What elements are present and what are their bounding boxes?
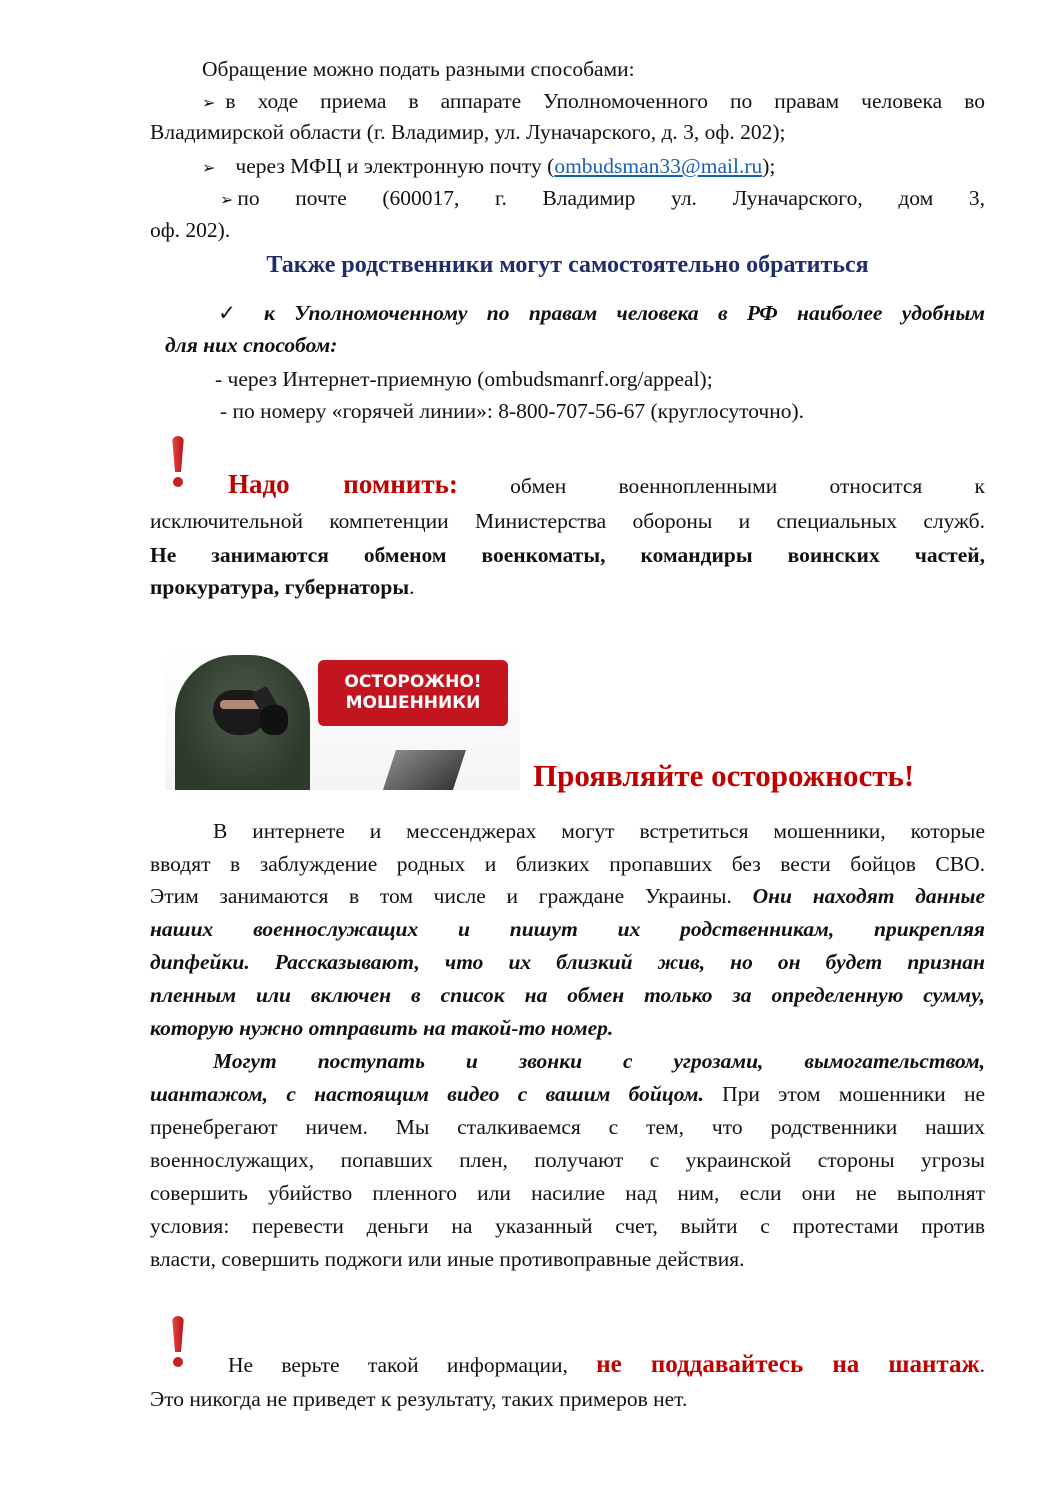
exclamation-icon [168, 1316, 188, 1370]
caution-p2-l7: власти, совершить поджоги или иные противоправные действия. [150, 1247, 745, 1271]
laptop-icon [378, 750, 466, 790]
caution-p1-l7: которую нужно отправить на такой-то номер. [150, 1016, 614, 1040]
checkmark-icon: ✓ [218, 301, 250, 325]
warning-line-2: Это никогда не приведет к результату, таких примеров нет. [150, 1387, 688, 1411]
caution-title: Проявляйте осторожность! [533, 758, 915, 793]
contact-option-internet: - через Интернет-приемную (ombudsmanrf.org/appeal); [215, 367, 713, 391]
contact-option-hotline: - по номеру «горячей линии»: 8-800-707-56-67 (круглосуточно). [220, 399, 805, 423]
method-item-1-cont: Владимирской области (г. Владимир, ул. Луначарского, д. 3, оф. 202); [150, 120, 786, 144]
methods-intro: Обращение можно подать разными способами: [202, 57, 635, 81]
warning-line-1: Не верьте такой информации, не поддавайтесь на шантаж. [228, 1351, 986, 1378]
caution-p2-l3: пренебрегают ничем. Мы сталкиваемся с тем, что родственники наших [150, 1115, 985, 1139]
remember-line-3: Не занимаются обменом военкоматы, командиры воинских частей, [150, 543, 985, 567]
arrow-bullet-icon: ➢ [202, 95, 216, 112]
caution-p2-l5: совершить убийство пленного или насилие над ним, если они не выполнят [150, 1181, 985, 1205]
caution-p1-l2: вводят в заблуждение родных и близких пропавших без вести бойцов СВО. [150, 852, 985, 876]
caution-p2-l6: условия: перевести деньги на указанный счет, выйти с протестами против [150, 1214, 985, 1238]
caution-p2-l4: военнослужащих, попавших плен, получают с украинской стороны угрозы [150, 1148, 985, 1172]
arrow-bullet-icon: ➢ [220, 192, 234, 209]
caution-p2-l1: Могут поступать и звонки с угрозами, вымогательством, [213, 1049, 985, 1073]
scam-warning-sign: ОСТОРОЖНО! МОШЕННИКИ [318, 660, 508, 726]
caution-p1-l3: Этим занимаются в том числе и граждане Украины. Они находят данные [150, 884, 985, 908]
method-item-3: ➢ по почте (600017, г. Владимир ул. Луначарского, дом 3, [220, 186, 985, 210]
remember-line-1: Надо помнить: обмен военнопленными относится к [228, 469, 985, 499]
caution-p1-l4: наших военнослужащих и пишут их родственникам, прикрепляя [150, 917, 985, 941]
relatives-heading: Также родственники могут самостоятельно обратиться [266, 252, 869, 278]
method-item-3-cont: оф. 202). [150, 218, 231, 242]
caution-p1-l6: пленным или включен в список на обмен только за определенную сумму, [150, 983, 985, 1007]
ombudsman-rf-line: ✓ к Уполномоченному по правам человека в РФ наиболее удобным [218, 301, 985, 325]
remember-line-2: исключительной компетенции Министерства обороны и специальных служб. [150, 509, 985, 533]
remember-label: Надо помнить: [228, 469, 458, 499]
caution-p1-l1: В интернете и мессенджерах могут встретиться мошенники, которые [213, 819, 985, 843]
caution-p2-l2: шантажом, с настоящим видео с вашим бойцом. При этом мошенники не [150, 1082, 985, 1106]
caution-p1-l5: дипфейки. Рассказывают, что их близкий жив, но он будет признан [150, 950, 985, 974]
scammer-warning-image [165, 650, 520, 790]
method-item-1: ➢ в ходе приема в аппарате Уполномоченного по правам человека во [202, 89, 985, 113]
arrow-bullet-icon: ➢ [202, 160, 216, 177]
method-item-2: ➢ через МФЦ и электронную почту (ombudsman33@mail.ru); [202, 154, 776, 178]
exclamation-icon [168, 436, 188, 490]
email-link[interactable]: ombudsman33@mail.ru [554, 154, 763, 178]
ombudsman-rf-line-cont: для них способом: [165, 333, 338, 357]
remember-line-4: прокуратура, губернаторы. [150, 575, 415, 599]
